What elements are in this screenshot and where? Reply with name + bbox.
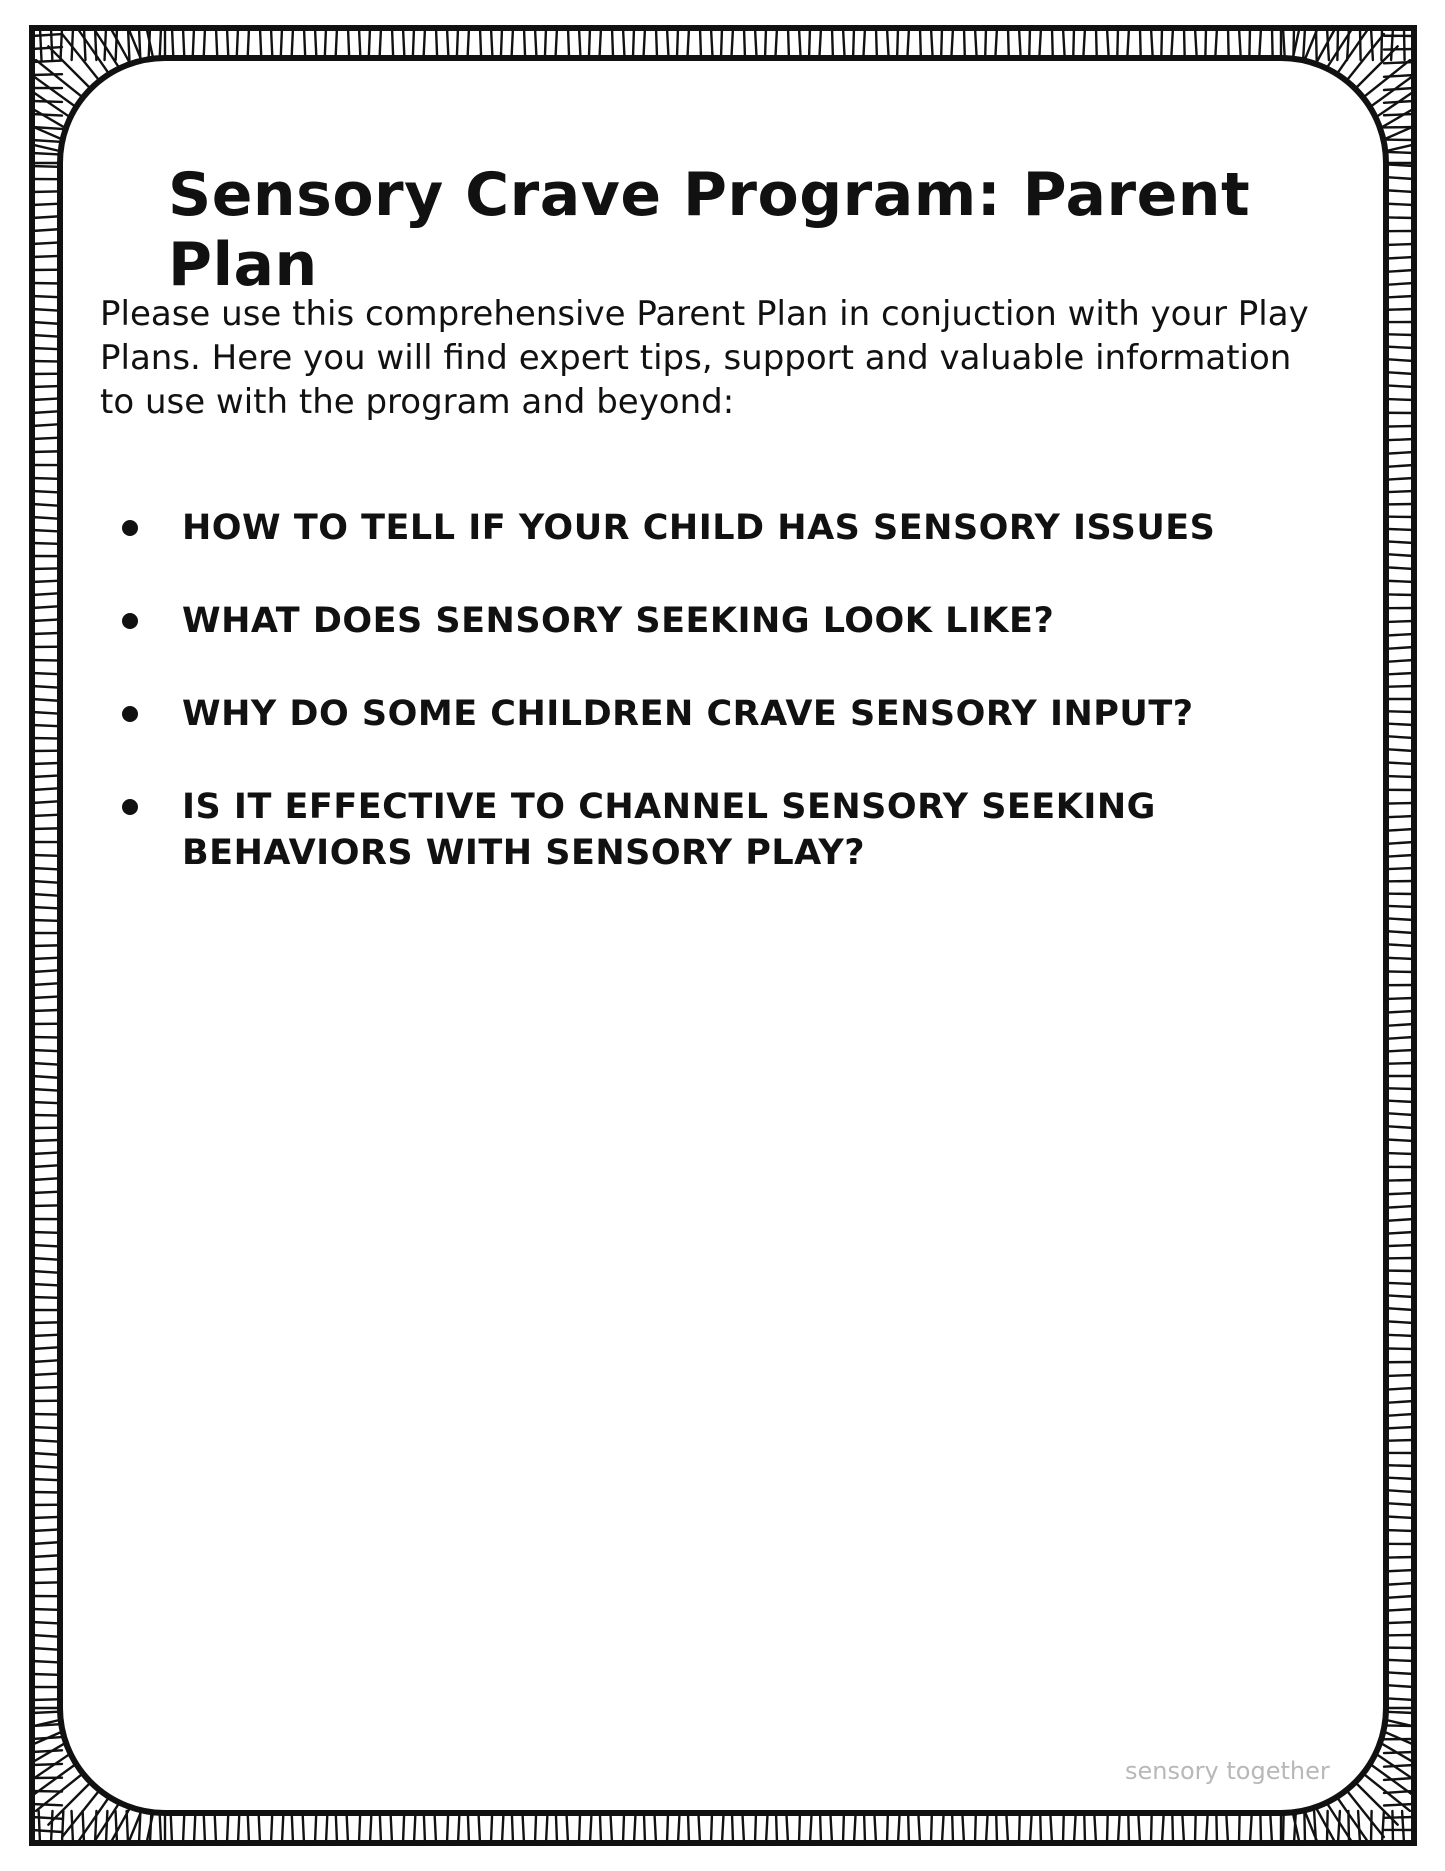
hatch-mark	[1384, 88, 1414, 90]
hatch-mark	[32, 1754, 70, 1780]
hatch-mark	[1303, 28, 1305, 60]
hatch-mark	[36, 60, 83, 97]
list-item	[120, 784, 1300, 876]
list-item	[120, 505, 1300, 551]
bullet-icon	[122, 613, 138, 629]
hatch-mark	[1346, 1790, 1383, 1837]
topic-list	[120, 505, 1300, 923]
hatch-mark	[61, 28, 62, 60]
hatch-mark	[1371, 28, 1373, 60]
hatch-mark	[83, 1811, 84, 1843]
hatch-mark	[32, 145, 61, 152]
hatch-mark	[32, 47, 62, 49]
hatch-mark	[72, 1811, 73, 1843]
hatch-mark	[1376, 1754, 1414, 1780]
hatch-mark	[1337, 1797, 1369, 1843]
hatch-mark	[48, 1782, 90, 1824]
hatch-mark	[32, 1804, 62, 1805]
hatch-mark	[51, 1811, 52, 1843]
hatch-mark	[1355, 1782, 1397, 1824]
topic-label: WHAT DOES SENSORY SEEKING LOOK LIKE?	[182, 601, 1055, 641]
hatch-mark	[1371, 1811, 1372, 1843]
hatch-mark	[116, 28, 117, 60]
hatch-mark	[39, 1811, 40, 1843]
hatch-mark	[62, 1790, 99, 1837]
hatch-mark	[1346, 34, 1383, 81]
hatch-mark	[1384, 1804, 1414, 1805]
hatch-mark	[1370, 1764, 1414, 1796]
hatch-mark	[72, 28, 73, 60]
hatch-mark	[62, 34, 99, 81]
page-title: Sensory Crave Program: Parent Plan	[168, 160, 1251, 300]
hatch-mark	[32, 74, 62, 75]
hatch-mark	[1381, 28, 1382, 60]
hatch-mark	[1337, 28, 1369, 74]
bullet-icon	[122, 706, 138, 722]
hatch-mark	[32, 140, 62, 142]
hatch-mark	[1391, 28, 1393, 60]
hatch-mark	[106, 1811, 107, 1843]
hatch-mark	[1337, 28, 1338, 60]
hatch-mark	[1338, 1811, 1340, 1843]
watermark-brand: sensory together	[1125, 1757, 1330, 1785]
hatch-mark	[1392, 1811, 1393, 1843]
hatch-mark	[1402, 1811, 1404, 1843]
hatch-mark	[1360, 28, 1361, 60]
hatch-mark	[51, 28, 52, 60]
list-item	[120, 691, 1300, 737]
hatch-mark	[32, 1817, 62, 1819]
topic-label: WHY DO SOME CHILDREN CRAVE SENSORY INPUT?	[182, 694, 1194, 734]
list-item	[120, 598, 1300, 644]
intro-paragraph: Please use this comprehensive Parent Plan in conjuction with your Play Plans. Here you will find expert tips, support and valuable information to use with the program and beyond:	[100, 294, 1309, 422]
hatch-mark	[1384, 1765, 1414, 1767]
hatch-mark	[1384, 114, 1414, 115]
hatch-mark	[32, 114, 62, 116]
hatch-mark	[40, 28, 41, 60]
hatch-mark	[1384, 49, 1414, 50]
hatch-mark	[32, 34, 62, 36]
hatch-mark	[1382, 1811, 1384, 1843]
topic-label: IS IT EFFECTIVE TO CHANNEL SENSORY SEEKING BEHAVIORS WITH SENSORY PLAY?	[182, 787, 1156, 873]
bullet-icon	[122, 799, 138, 815]
hatch-mark	[1363, 60, 1410, 97]
hatch-mark	[32, 1750, 62, 1752]
hatch-mark	[1404, 28, 1405, 60]
hatch-mark	[62, 1811, 63, 1843]
topic-label: HOW TO TELL IF YOUR CHILD HAS SENSORY ISSUES	[182, 508, 1216, 548]
hatch-mark	[32, 1830, 62, 1832]
hatch-mark	[1385, 145, 1414, 152]
hatch-mark	[32, 1764, 62, 1765]
hatch-mark	[1384, 62, 1414, 63]
hatch-mark	[1304, 1811, 1305, 1843]
hatch-mark	[116, 1811, 117, 1843]
hatch-mark	[84, 28, 85, 60]
bullet-icon	[122, 520, 138, 536]
